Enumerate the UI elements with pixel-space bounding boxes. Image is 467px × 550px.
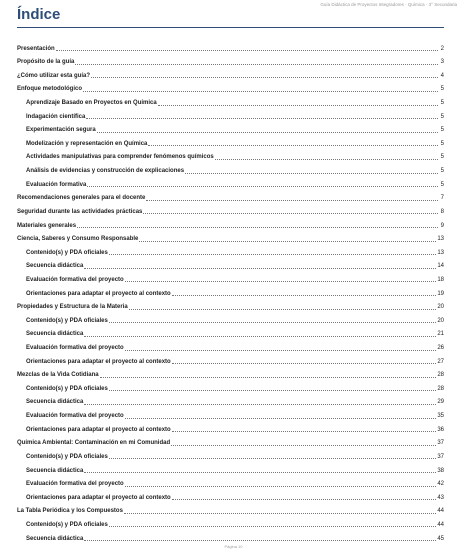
toc-entry-label: Propósito de la guía xyxy=(17,59,75,66)
dot-leader xyxy=(109,254,437,255)
toc-page-number: 5 xyxy=(440,86,444,93)
dot-leader xyxy=(109,526,437,527)
toc-page-number: 2 xyxy=(440,45,444,52)
toc-page-number: 44 xyxy=(437,521,444,528)
toc-subentry[interactable] xyxy=(17,284,444,298)
dot-leader xyxy=(146,200,438,201)
toc-subentry[interactable] xyxy=(17,243,444,257)
dot-leader xyxy=(171,445,436,446)
toc-subentry[interactable] xyxy=(17,338,444,352)
dot-leader xyxy=(84,472,436,473)
toc-page-number: 20 xyxy=(437,317,444,324)
dot-leader xyxy=(77,227,438,228)
toc-subentry[interactable] xyxy=(17,475,444,489)
toc-page-number: 44 xyxy=(437,508,444,515)
toc-page-number: 20 xyxy=(437,304,444,311)
toc-subentry[interactable] xyxy=(17,161,444,175)
toc-page-number: 28 xyxy=(437,372,444,379)
toc-entry[interactable] xyxy=(17,189,444,203)
toc-page-number: 13 xyxy=(437,236,444,243)
title-divider xyxy=(17,27,444,28)
toc-entry-label: Orientaciones para adaptar el proyecto al contexto xyxy=(26,426,171,433)
toc-page-number: 18 xyxy=(437,276,444,283)
toc-subentry[interactable] xyxy=(17,461,444,475)
toc-entry[interactable] xyxy=(17,53,444,67)
dot-leader xyxy=(56,50,438,51)
toc-entry[interactable] xyxy=(17,202,444,216)
dot-leader xyxy=(158,105,438,106)
toc-entry-label: Análisis de evidencias y construcción de explicaciones xyxy=(26,168,185,175)
toc-entry-label: Secuencia didáctica xyxy=(26,535,84,542)
toc-subentry[interactable] xyxy=(17,529,444,543)
toc-page-number: 14 xyxy=(437,263,444,270)
toc-subentry[interactable] xyxy=(17,121,444,135)
toc-page-number: 37 xyxy=(437,453,444,460)
toc-subentry[interactable] xyxy=(17,134,444,148)
toc-entry-label: Secuencia didáctica xyxy=(26,331,84,338)
toc-entry-label: Aprendizaje Basado en Proyectos en Química xyxy=(26,100,157,107)
dot-leader xyxy=(172,295,437,296)
dot-leader xyxy=(124,513,436,514)
running-header: Guía Didáctica de Proyectos Integradores · Química · 3° Secundaria xyxy=(320,2,457,7)
toc-page-number: 38 xyxy=(437,467,444,474)
dot-leader xyxy=(172,431,437,432)
toc-subentry[interactable] xyxy=(17,515,444,529)
toc-entry-label: Recomendaciones generales para el docente xyxy=(17,195,146,202)
toc-entry-label: Evaluación formativa del proyecto xyxy=(26,481,124,488)
toc-subentry[interactable] xyxy=(17,447,444,461)
dot-leader xyxy=(109,390,437,391)
toc-subentry[interactable] xyxy=(17,325,444,339)
dot-leader xyxy=(84,540,436,541)
dot-leader xyxy=(84,268,436,269)
toc-entry-label: Ciencia, Saberes y Consumo Responsable xyxy=(17,236,139,243)
toc-entry-label: La Tabla Periódica y los Compuestos xyxy=(17,508,123,515)
toc-page-number: 21 xyxy=(437,331,444,338)
dot-leader xyxy=(139,241,436,242)
toc-entry-label: Contenido(s) y PDA oficiales xyxy=(26,385,108,392)
toc-subentry[interactable] xyxy=(17,311,444,325)
toc-entry-label: Experimentación segura xyxy=(26,127,96,134)
toc-entry-label: Contenido(s) y PDA oficiales xyxy=(26,317,108,324)
toc-entry-label: Contenido(s) y PDA oficiales xyxy=(26,521,108,528)
toc-subentry[interactable] xyxy=(17,406,444,420)
dot-leader xyxy=(100,377,437,378)
toc-entry-label: Evaluación formativa del proyecto xyxy=(26,413,124,420)
toc-entry-label: Mezclas de la Vida Cotidiana xyxy=(17,372,99,379)
toc-page-number: 45 xyxy=(437,535,444,542)
dot-leader xyxy=(87,186,438,187)
toc-entry-label: Modelización y representación en Química xyxy=(26,140,148,147)
toc-entry[interactable] xyxy=(17,66,444,80)
dot-leader xyxy=(143,213,438,214)
dot-leader xyxy=(91,77,438,78)
toc-entry-label: Evaluación formativa del proyecto xyxy=(26,276,124,283)
toc-subentry[interactable] xyxy=(17,488,444,502)
toc-page-number: 42 xyxy=(437,481,444,488)
dot-leader xyxy=(109,458,437,459)
dot-leader xyxy=(84,404,436,405)
toc-entry-label: Enfoque metodológico xyxy=(17,86,82,93)
dot-leader xyxy=(148,145,438,146)
toc-page-number: 29 xyxy=(437,399,444,406)
toc-page-number: 9 xyxy=(440,222,444,229)
toc-page-number: 5 xyxy=(440,113,444,120)
toc-page-number: 35 xyxy=(437,413,444,420)
dot-leader xyxy=(125,350,437,351)
toc-entry[interactable] xyxy=(17,216,444,230)
toc-entry-label: Actividades manipulativas para comprender fenómenos químicos xyxy=(26,154,214,161)
dot-leader xyxy=(83,91,438,92)
toc-entry-label: Secuencia didáctica xyxy=(26,263,84,270)
toc-page-number: 4 xyxy=(440,72,444,79)
toc-entry-label: Orientaciones para adaptar el proyecto al contexto xyxy=(26,290,171,297)
toc-page-number: 37 xyxy=(437,440,444,447)
toc-entry-label: Propiedades y Estructura de la Materia xyxy=(17,304,128,311)
toc-entry[interactable] xyxy=(17,366,444,380)
toc-page-number: 3 xyxy=(440,59,444,66)
dot-leader xyxy=(109,322,437,323)
page-title: Índice xyxy=(17,6,61,23)
toc-entry-label: Orientaciones para adaptar el proyecto al contexto xyxy=(26,358,171,365)
toc-entry-label: Presentación xyxy=(17,45,55,52)
dot-leader xyxy=(75,64,438,65)
toc-subentry[interactable] xyxy=(17,352,444,366)
toc-entry-label: Materiales generales xyxy=(17,222,77,229)
toc-subentry[interactable] xyxy=(17,175,444,189)
dot-leader xyxy=(125,486,437,487)
toc-entry-label: Contenido(s) y PDA oficiales xyxy=(26,249,108,256)
toc-entry-label: Química Ambiental: Contaminación en mi Comunidad xyxy=(17,440,171,447)
toc-subentry[interactable] xyxy=(17,148,444,162)
toc-subentry[interactable] xyxy=(17,379,444,393)
toc-entry-label: Indagación científica xyxy=(26,113,86,120)
toc-subentry[interactable] xyxy=(17,393,444,407)
dot-leader xyxy=(125,418,437,419)
toc-subentry[interactable] xyxy=(17,420,444,434)
toc-page-number: 8 xyxy=(440,208,444,215)
toc-page-number: 13 xyxy=(437,249,444,256)
toc-page-number: 36 xyxy=(437,426,444,433)
toc-page-number: 5 xyxy=(440,168,444,175)
toc-entry-label: Secuencia didáctica xyxy=(26,399,84,406)
toc-page-number: 5 xyxy=(440,181,444,188)
toc-page-number: 26 xyxy=(437,345,444,352)
toc-page-number: 7 xyxy=(440,195,444,202)
toc-subentry[interactable] xyxy=(17,93,444,107)
toc-page-number: 27 xyxy=(437,358,444,365)
dot-leader xyxy=(129,309,437,310)
toc-page-number: 5 xyxy=(440,140,444,147)
toc-entry-label: Evaluación formativa xyxy=(26,181,87,188)
dot-leader xyxy=(172,363,437,364)
toc-subentry[interactable] xyxy=(17,107,444,121)
toc-page-number: 5 xyxy=(440,154,444,161)
toc-entry-label: Secuencia didáctica xyxy=(26,467,84,474)
dot-leader xyxy=(215,159,438,160)
toc-entry[interactable] xyxy=(17,298,444,312)
toc-entry-label: Seguridad durante las actividades prácticas xyxy=(17,208,143,215)
toc-entry[interactable] xyxy=(17,502,444,516)
toc-entry[interactable] xyxy=(17,39,444,53)
page-number-footer: Página 10 xyxy=(224,544,243,549)
toc-entry-label: Orientaciones para adaptar el proyecto al contexto xyxy=(26,494,171,501)
dot-leader xyxy=(84,336,436,337)
dot-leader xyxy=(86,118,438,119)
toc-page-number: 43 xyxy=(437,494,444,501)
toc-page-number: 28 xyxy=(437,385,444,392)
toc-page-number: 5 xyxy=(440,127,444,134)
dot-leader xyxy=(97,132,438,133)
toc-page-number: 19 xyxy=(437,290,444,297)
dot-leader xyxy=(172,499,437,500)
toc-entry-label: ¿Cómo utilizar esta guía? xyxy=(17,72,91,79)
toc-entry-label: Contenido(s) y PDA oficiales xyxy=(26,453,108,460)
dot-leader xyxy=(125,281,437,282)
toc-subentry[interactable] xyxy=(17,257,444,271)
toc-entry[interactable] xyxy=(17,230,444,244)
toc-page-number: 5 xyxy=(440,100,444,107)
dot-leader xyxy=(185,173,438,174)
toc-subentry[interactable] xyxy=(17,270,444,284)
toc-entry[interactable] xyxy=(17,434,444,448)
table-of-contents xyxy=(17,39,444,543)
toc-entry-label: Evaluación formativa del proyecto xyxy=(26,345,124,352)
toc-entry[interactable] xyxy=(17,80,444,94)
